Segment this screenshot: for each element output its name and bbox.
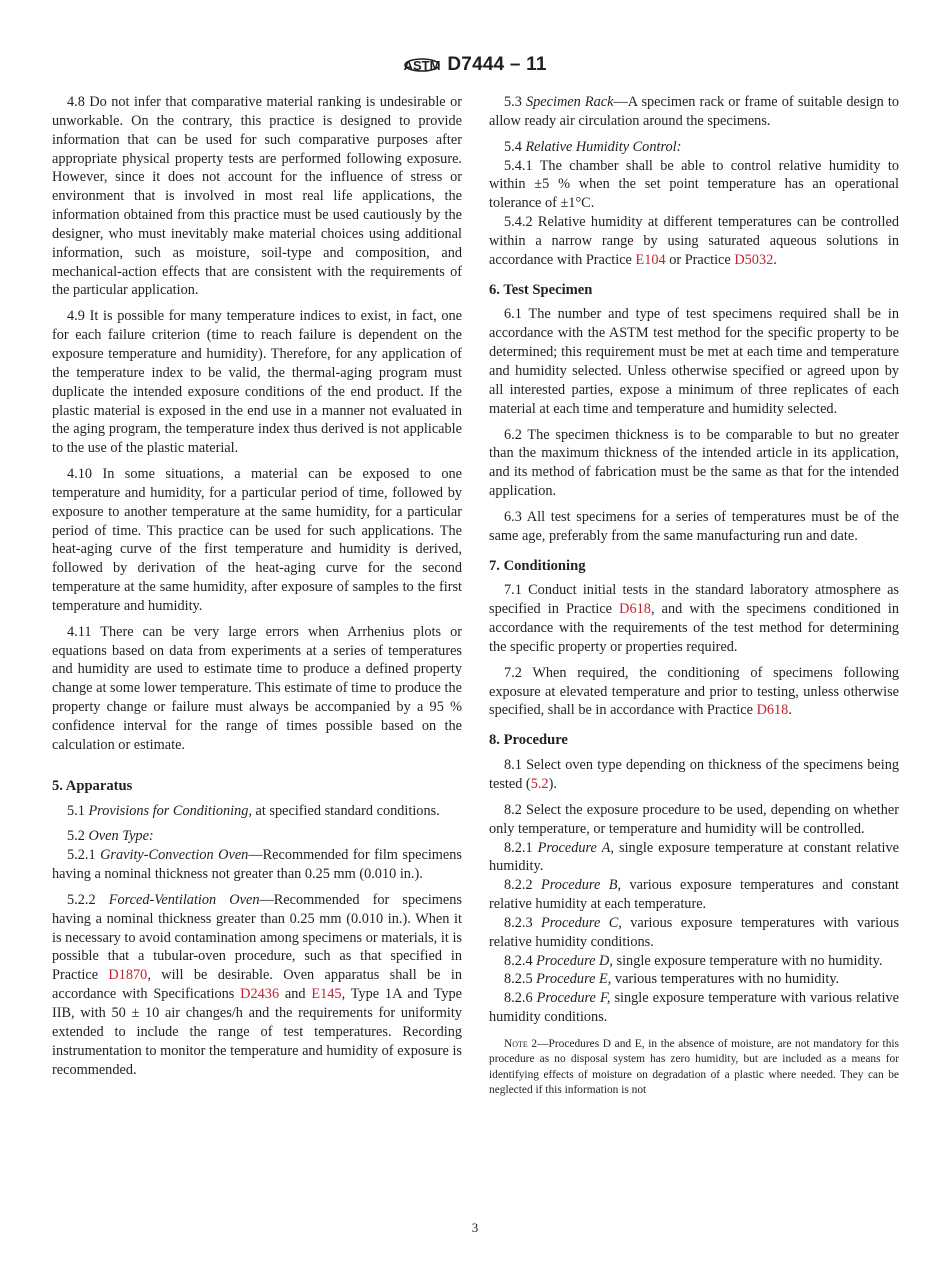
paragraph-6-2: 6.2 The specimen thickness is to be comparable to but no greater than the maximum thickness of the intended article in its application, and its method of fabrication must be the same as that for the intended application.	[489, 426, 899, 500]
link-d618[interactable]: D618	[756, 702, 789, 719]
paragraph-4-8: 4.8 Do not infer that comparative material ranking is undesirable or unworkable. On the contrary, this practice is designed to provide information that can be used for such comparative purposes after appropriate physical property tests are performed following exposure. However, since it does not account for the influence of stress or environment that is involved in most real life applications, the information obtained from this practice must be used cautiously by the designer, who must inevitably make material choices using additional information, such as moisture, soil-type and composition, and mechanical-action effects that are consistent with the requirements of the particular application.	[52, 94, 462, 299]
right-column	[489, 93, 899, 1110]
astm-logo-icon	[403, 50, 441, 80]
clause-text: 5.4.2 Relative humidity at different temperatures can be controlled within a narrow range by using saturated aqueous solutions in accordance with Practice	[489, 214, 899, 268]
paragraph-4-10: 4.10 In some situations, a material can be exposed to one temperature and humidity, for a particular period of time, followed by exposure to another temperature at the same humidity, for a particular period of time. This practice can be used for such applications. The heat-aging curve of the first temperature and humidity is derived, followed by derivation of the heat-aging curve for the second temperature at the same humidity, after exposure of samples to the first temperature and humidity.	[52, 466, 462, 614]
procedure-item	[489, 989, 899, 1027]
paragraph-6-1: 6.1 The number and type of test specimens required shall be in accordance with the ASTM test method for the specific property to be determined; this requirement must be met at each time and temperature and humidity selected. Unless otherwise specified or agreed upon by all interested parties, expose a minimum of three replicates of each material at each time and temperature and humidity selected.	[489, 306, 899, 417]
procedure-name: Procedure C,	[541, 914, 622, 931]
clause-text: single exposure temperature at constant relative humidity.	[489, 839, 899, 875]
paragraph-6-3: 6.3 All test specimens for a series of temperatures must be of the same age, preferably from the same manufacturing run and date.	[489, 508, 899, 544]
clause-number: 5.2	[67, 828, 89, 845]
page-header	[0, 50, 950, 84]
procedure-name: Procedure D,	[536, 952, 613, 969]
note-label: Note 2	[504, 1037, 538, 1050]
procedure-item	[489, 914, 899, 952]
link-e145[interactable]: E145	[311, 986, 342, 1003]
document-id: D7444 – 11	[447, 54, 547, 75]
clause-text: and	[279, 986, 312, 1003]
clause-text: single exposure temperature with various relative humidity conditions.	[489, 990, 899, 1026]
clause-number: 5.1	[67, 802, 89, 819]
link-d1870[interactable]: D1870	[108, 967, 148, 984]
clause-text: 7.2 When required, the conditioning of specimens following exposure at elevated temperature and prior to testing, unless otherwise specified, shall be in accordance with Practice	[489, 664, 899, 719]
link-d618[interactable]: D618	[619, 601, 651, 618]
paragraph-5-4	[489, 138, 899, 157]
left-column	[52, 93, 462, 1079]
clause-number: 8.2.3	[504, 914, 542, 931]
clause-text: various exposure temperatures and constant relative humidity at each temperature.	[489, 877, 900, 913]
clause-title: Forced-Ventilation Oven	[108, 891, 260, 908]
clause-text: at specified standard conditions.	[251, 802, 440, 819]
clause-text: , and with the specimens conditioned in accordance with the requirements of the test method for determining the specific property or properties required.	[489, 601, 899, 655]
clause-text: or Practice	[665, 251, 735, 268]
paragraph-4-9: 4.9 It is possible for many temperature indices to exist, in fact, one for each failure criterion (time to reach failure is dependent on the exposure temperature and humidity). Therefore, for any application of the temperature index to be valid, the thermal-aging program must duplicate the intended exposure conditions of the end product. If the plastic material is exposed in the end use in a manner not evaluated in the aging program, the temperature index thus derived is not applicable to the use of the plastic material.	[52, 308, 462, 457]
clause-text: , Type 1A and Type IIB, with 50 ± 10 air changes/h and the requirements for uniformity extended to include the range of test temperatures. Recording instrumentation to monitor the temperature and humidity of exposure is recommended.	[52, 986, 463, 1078]
clause-title: Specimen Rack	[526, 94, 614, 110]
section-heading-procedure: 8. Procedure	[489, 732, 568, 749]
page-number: 3	[471, 1220, 479, 1235]
clause-text: —Recommended for specimens having a nominal thickness greater than 0.25 mm (0.010 in.). When it is necessary to avoid contamination among specimens or materials, it is possible that a tubular-oven procedure, such as that specified in Practice	[52, 891, 462, 984]
clause-text: ).	[548, 776, 557, 792]
clause-text: .	[773, 251, 777, 268]
section-heading-test-specimen: 6. Test Specimen	[489, 281, 593, 298]
paragraph-5-3	[489, 93, 899, 131]
link-d5032[interactable]: D5032	[734, 251, 774, 268]
clause-number: 5.3	[504, 94, 526, 110]
link-e104[interactable]: E104	[635, 251, 666, 268]
clause-number: 5.2.2	[67, 891, 109, 908]
link-d2436[interactable]: D2436	[240, 986, 280, 1003]
clause-number: 5.2.1	[67, 847, 101, 864]
paragraph-8-1	[489, 756, 899, 794]
paragraph-7-1	[489, 581, 899, 656]
clause-text: —Recommended for film specimens having a nominal thickness not greater than 0.25 mm (0.010 in.).	[52, 847, 462, 883]
paragraph-5-2-1	[52, 846, 462, 884]
clause-text: , will be desirable. Oven apparatus shall be in accordance with Specifications	[52, 967, 462, 1003]
paragraph-5-2-2	[52, 891, 462, 1079]
clause-number: 8.2.4	[504, 952, 537, 969]
clause-text: 7.1 Conduct initial tests in the standard laboratory atmosphere as specified in Practice	[489, 582, 899, 618]
clause-number: 8.2.2	[504, 877, 542, 894]
clause-text: single exposure temperature with no humidity.	[612, 952, 883, 969]
paragraph-8-2: 8.2 Select the exposure procedure to be used, depending on whether only temperature, or temperature and humidity will be controlled.	[489, 801, 899, 837]
paragraph-5-1	[52, 802, 462, 821]
clause-title: Provisions for Conditioning,	[88, 802, 252, 819]
procedure-item	[489, 952, 899, 971]
clause-number: 8.2.1	[504, 839, 538, 856]
paragraph-4-11: 4.11 There can be very large errors when Arrhenius plots or equations based on data from experiments at a series of temperatures and humidity are used to estimate time to produce a defined property change at some lower temperature. This estimate of time to produce the property change or failure must always be accompanied by a 95 % confidence interval for the range of times possible based on the calculation or estimate.	[52, 623, 462, 753]
paragraph-5-4-2	[489, 213, 899, 270]
procedure-item	[489, 970, 899, 989]
clause-text: various exposure temperatures with various relative humidity conditions.	[489, 914, 900, 950]
clause-number: 8.2.6	[504, 990, 537, 1007]
procedure-item	[489, 876, 899, 914]
clause-text: .	[788, 702, 792, 719]
link-section-5-2[interactable]: 5.2	[530, 776, 549, 792]
clause-number: 5.4	[504, 138, 526, 155]
paragraph-5-2	[52, 827, 462, 846]
section-heading-conditioning: 7. Conditioning	[489, 557, 586, 574]
paragraph-5-4-1: 5.4.1 The chamber shall be able to control relative humidity to within ±5 % when the set point temperature has an operational tolerance of ±1°C.	[489, 157, 899, 212]
procedure-name: Procedure F,	[536, 990, 611, 1007]
procedure-name: Procedure E,	[536, 971, 612, 988]
note-text: —Procedures D and E, in the absence of moisture, are not mandatory for this procedure as no disposal system has zero humidity, but are included as a means for identifying effects of moisture on degradation of a plastic where needed. They can be neglected if this information is not	[489, 1037, 899, 1097]
clause-title: Gravity-Convection Oven	[100, 847, 249, 864]
svg-text:ASTM: ASTM	[403, 58, 441, 73]
procedure-name: Procedure A,	[537, 839, 614, 856]
paragraph-7-2	[489, 664, 899, 721]
procedure-name: Procedure B,	[541, 877, 622, 894]
clause-text: —A specimen rack or frame of suitable design to allow ready air circulation around the specimens.	[489, 94, 899, 129]
procedure-item	[489, 839, 899, 877]
note-2	[489, 1037, 899, 1099]
clause-text: various temperatures with no humidity.	[611, 971, 840, 988]
clause-title: Oven Type:	[88, 828, 154, 845]
clause-number: 8.2.5	[504, 971, 537, 988]
clause-title: Relative Humidity Control:	[525, 138, 682, 155]
section-heading-apparatus: 5. Apparatus	[52, 777, 133, 794]
clause-text: 8.1 Select oven type depending on thickness of the specimens being tested (	[489, 757, 899, 792]
